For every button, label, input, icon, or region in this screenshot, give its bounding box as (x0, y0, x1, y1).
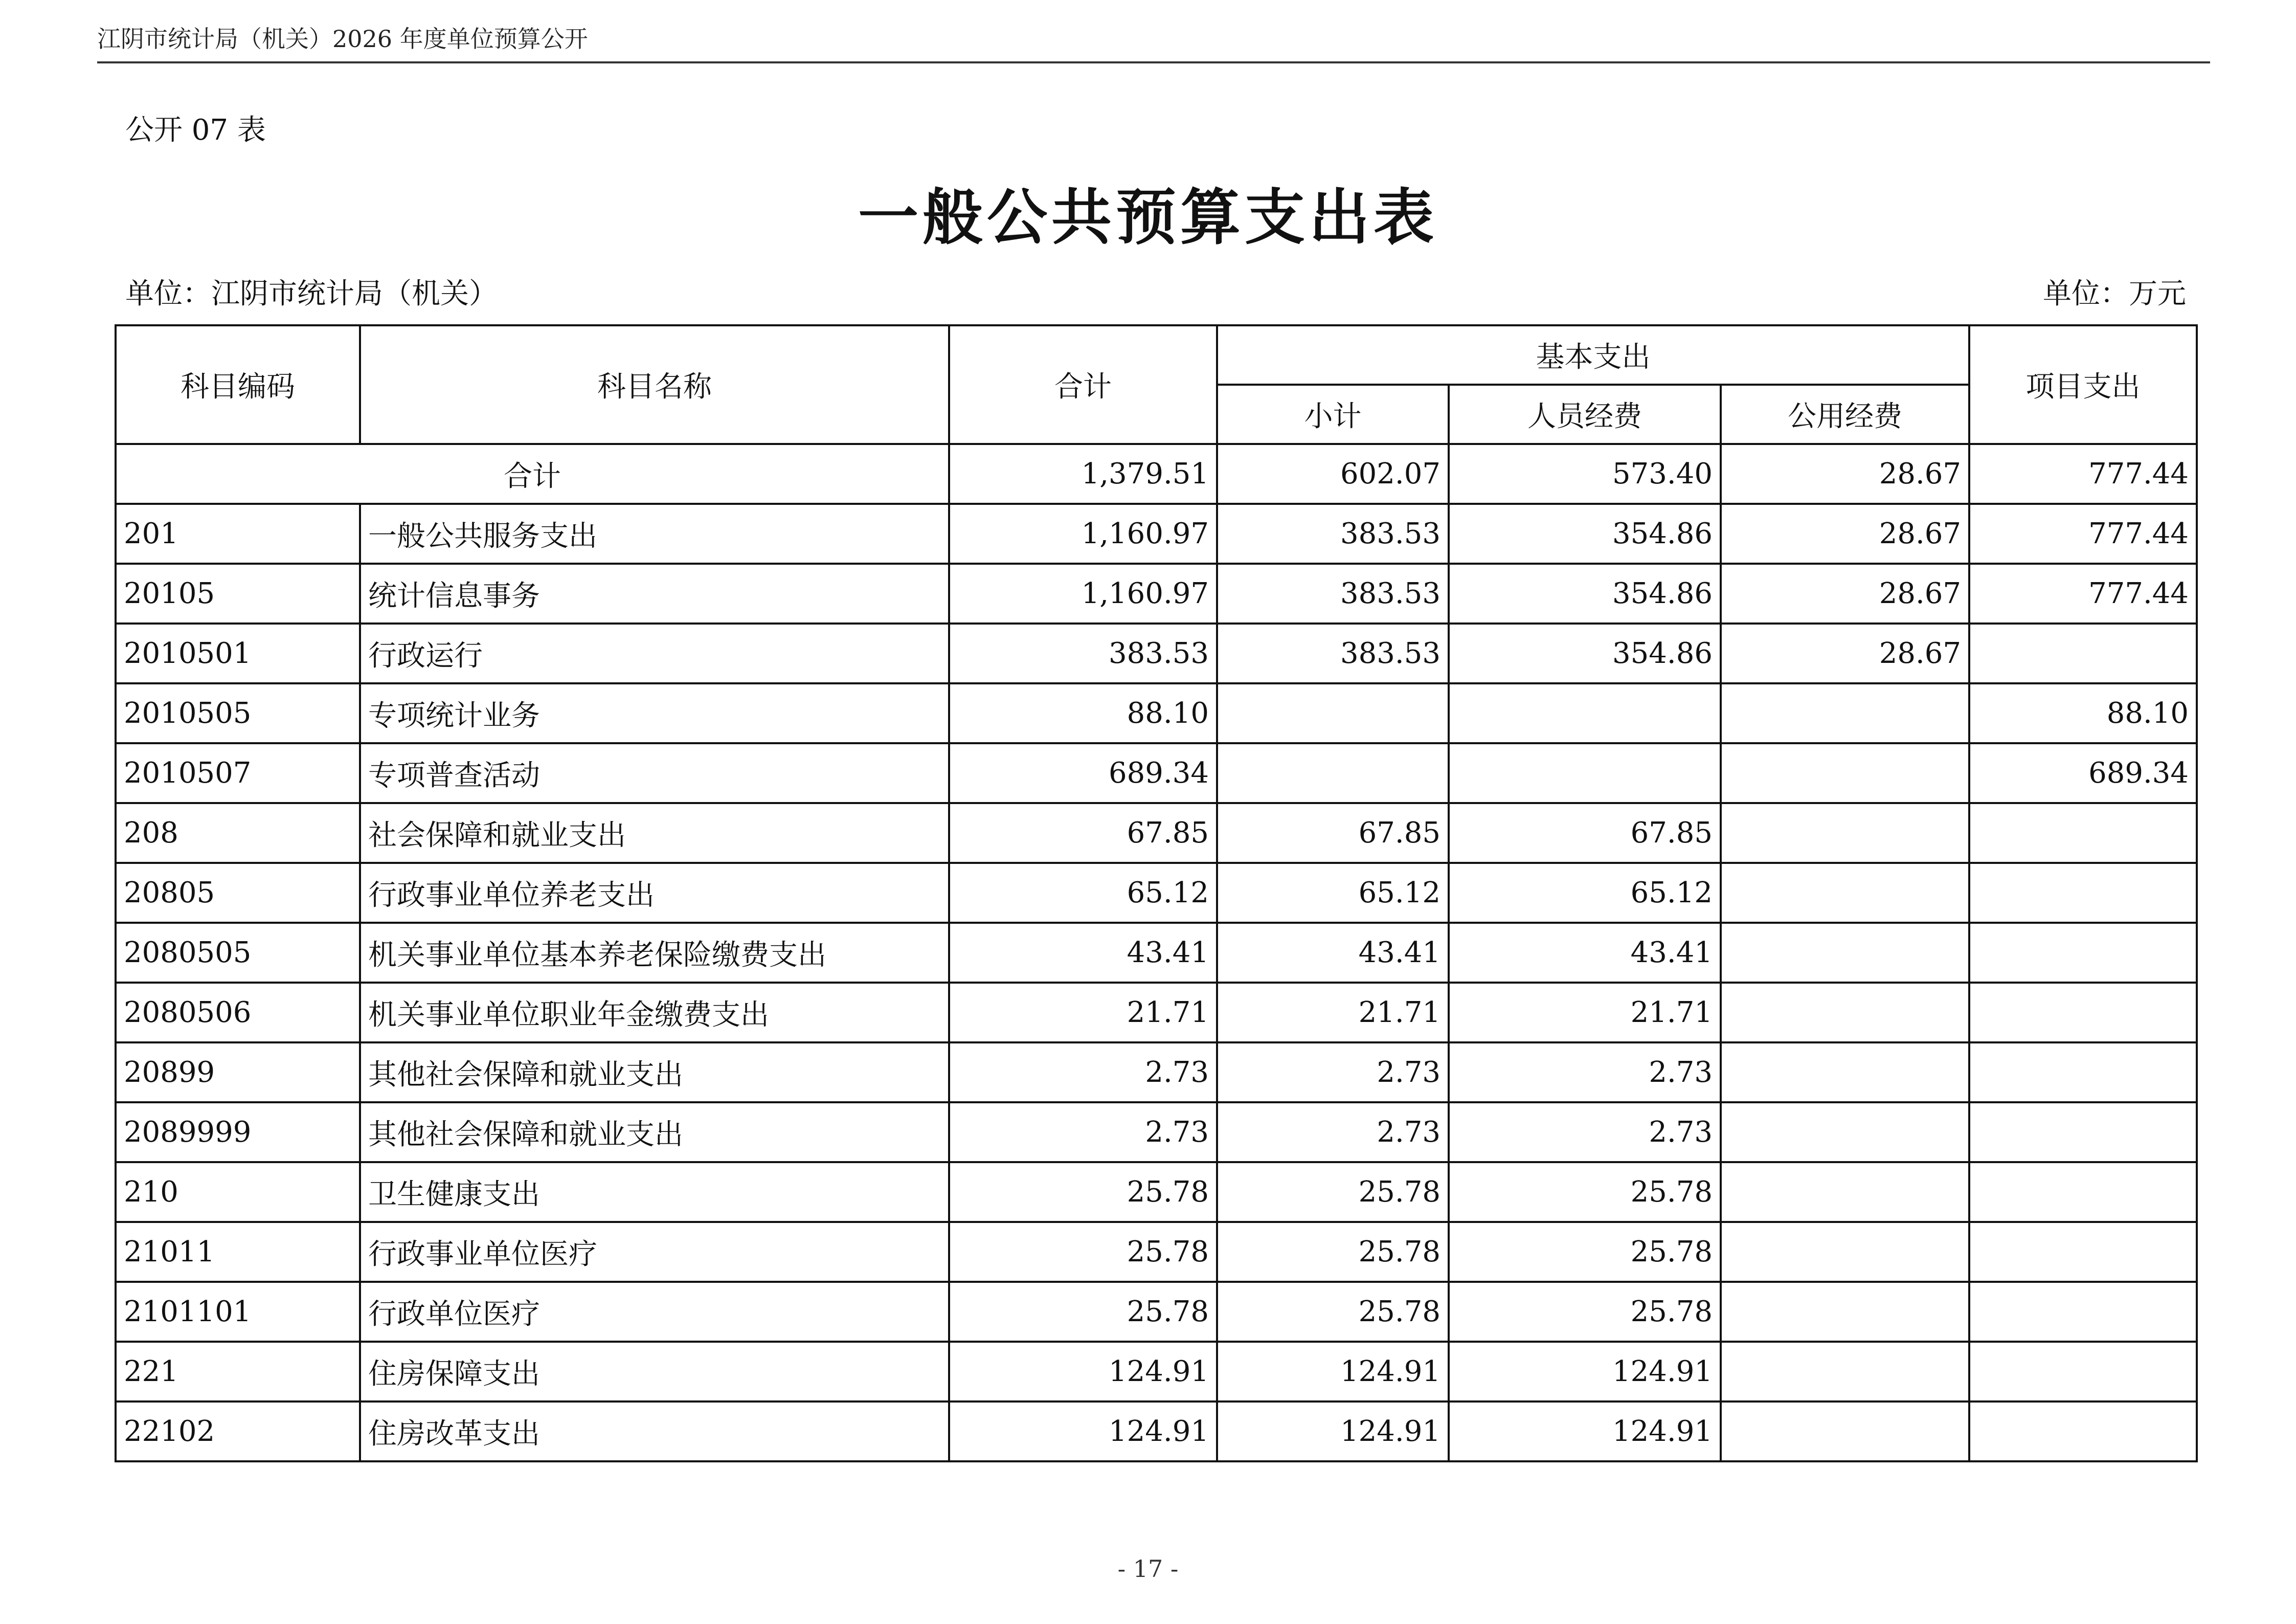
table-row (116, 1342, 2197, 1401)
cell-public (1721, 1102, 1969, 1162)
header-personnel: 人员经费 (1449, 385, 1721, 444)
header-public: 公用经费 (1721, 385, 1969, 444)
cell-personnel: 2.73 (1449, 1042, 1721, 1102)
cell-subtotal: 67.85 (1217, 803, 1449, 863)
cell-subtotal: 2.73 (1217, 1042, 1449, 1102)
header-project: 项目支出 (1969, 325, 2197, 444)
cell-project: 689.34 (1969, 743, 2197, 803)
table-row (116, 683, 2197, 743)
running-header: 江阴市统计局（机关）2026 年度单位预算公开 (97, 25, 588, 53)
table-row (116, 803, 2197, 863)
cell-total: 67.85 (949, 803, 1217, 863)
cell-public (1721, 1342, 1969, 1401)
cell-name: 一般公共服务支出 (360, 504, 949, 564)
cell-project (1969, 624, 2197, 683)
cell-name: 行政运行 (360, 624, 949, 683)
cell-code: 22102 (116, 1401, 360, 1461)
cell-code: 201 (116, 504, 360, 564)
cell-personnel: 43.41 (1449, 923, 1721, 983)
cell-public (1721, 1042, 1969, 1102)
cell-name: 其他社会保障和就业支出 (360, 1102, 949, 1162)
table-row (116, 863, 2197, 923)
table-row (116, 1282, 2197, 1342)
header-subtotal: 小计 (1217, 385, 1449, 444)
total-personnel: 573.40 (1449, 444, 1721, 504)
cell-total: 124.91 (949, 1342, 1217, 1401)
cell-subtotal (1217, 743, 1449, 803)
table-row (116, 1042, 2197, 1102)
total-row (116, 444, 2197, 504)
total-label: 合计 (116, 444, 949, 504)
cell-project: 88.10 (1969, 683, 2197, 743)
cell-name: 住房改革支出 (360, 1401, 949, 1461)
cell-code: 2010501 (116, 624, 360, 683)
cell-project (1969, 1162, 2197, 1222)
cell-subtotal (1217, 683, 1449, 743)
table-row (116, 1222, 2197, 1282)
cell-subtotal: 383.53 (1217, 624, 1449, 683)
cell-subtotal: 383.53 (1217, 564, 1449, 624)
cell-personnel (1449, 743, 1721, 803)
cell-personnel: 2.73 (1449, 1102, 1721, 1162)
total-total: 1,379.51 (949, 444, 1217, 504)
cell-project (1969, 1401, 2197, 1461)
total-public: 28.67 (1721, 444, 1969, 504)
unit-currency: 单位：万元 (2043, 277, 2186, 310)
cell-subtotal: 2.73 (1217, 1102, 1449, 1162)
cell-total: 25.78 (949, 1162, 1217, 1222)
header-code: 科目编码 (116, 325, 360, 444)
cell-code: 208 (116, 803, 360, 863)
cell-public (1721, 983, 1969, 1042)
table-row (116, 923, 2197, 983)
cell-name: 行政事业单位医疗 (360, 1222, 949, 1282)
cell-project (1969, 803, 2197, 863)
cell-personnel: 21.71 (1449, 983, 1721, 1042)
cell-code: 221 (116, 1342, 360, 1401)
cell-code: 20805 (116, 863, 360, 923)
table-number: 公开 07 表 (125, 114, 266, 147)
cell-subtotal: 65.12 (1217, 863, 1449, 923)
cell-total: 689.34 (949, 743, 1217, 803)
table-row (116, 983, 2197, 1042)
cell-total: 1,160.97 (949, 564, 1217, 624)
cell-personnel: 25.78 (1449, 1222, 1721, 1282)
cell-name: 其他社会保障和就业支出 (360, 1042, 949, 1102)
cell-project (1969, 1042, 2197, 1102)
cell-total: 1,160.97 (949, 504, 1217, 564)
cell-project: 777.44 (1969, 504, 2197, 564)
cell-name: 行政事业单位养老支出 (360, 863, 949, 923)
header-rule (97, 61, 2210, 63)
table-row (116, 1401, 2197, 1461)
page-title: 一般公共预算支出表 (858, 182, 1438, 253)
cell-personnel: 354.86 (1449, 504, 1721, 564)
unit-organization: 单位：江阴市统计局（机关） (125, 277, 498, 310)
expenditure-table (115, 324, 2198, 1462)
table-row (116, 743, 2197, 803)
cell-total: 21.71 (949, 983, 1217, 1042)
cell-total: 2.73 (949, 1102, 1217, 1162)
cell-personnel: 65.12 (1449, 863, 1721, 923)
table-row (116, 504, 2197, 564)
cell-code: 210 (116, 1162, 360, 1222)
cell-project (1969, 1342, 2197, 1401)
total-project: 777.44 (1969, 444, 2197, 504)
cell-subtotal: 25.78 (1217, 1162, 1449, 1222)
cell-public (1721, 1162, 1969, 1222)
cell-subtotal: 21.71 (1217, 983, 1449, 1042)
cell-public: 28.67 (1721, 564, 1969, 624)
cell-name: 社会保障和就业支出 (360, 803, 949, 863)
cell-project (1969, 1282, 2197, 1342)
cell-name: 行政单位医疗 (360, 1282, 949, 1342)
cell-personnel: 124.91 (1449, 1401, 1721, 1461)
cell-subtotal: 25.78 (1217, 1222, 1449, 1282)
table-row (116, 564, 2197, 624)
cell-code: 2080505 (116, 923, 360, 983)
cell-public (1721, 683, 1969, 743)
cell-project (1969, 1222, 2197, 1282)
cell-total: 88.10 (949, 683, 1217, 743)
cell-personnel: 354.86 (1449, 564, 1721, 624)
cell-code: 2101101 (116, 1282, 360, 1342)
cell-name: 机关事业单位职业年金缴费支出 (360, 983, 949, 1042)
cell-public (1721, 803, 1969, 863)
cell-name: 卫生健康支出 (360, 1162, 949, 1222)
cell-public (1721, 1282, 1969, 1342)
cell-personnel: 354.86 (1449, 624, 1721, 683)
cell-public (1721, 743, 1969, 803)
cell-project (1969, 983, 2197, 1042)
cell-code: 2010505 (116, 683, 360, 743)
table-row (116, 1102, 2197, 1162)
cell-public (1721, 863, 1969, 923)
cell-total: 124.91 (949, 1401, 1217, 1461)
cell-personnel: 25.78 (1449, 1162, 1721, 1222)
table-row (116, 624, 2197, 683)
header-total: 合计 (949, 325, 1217, 444)
cell-total: 25.78 (949, 1282, 1217, 1342)
cell-subtotal: 124.91 (1217, 1401, 1449, 1461)
table-row (116, 1162, 2197, 1222)
cell-total: 2.73 (949, 1042, 1217, 1102)
cell-name: 专项统计业务 (360, 683, 949, 743)
cell-name: 专项普查活动 (360, 743, 949, 803)
cell-subtotal: 124.91 (1217, 1342, 1449, 1401)
cell-public: 28.67 (1721, 624, 1969, 683)
cell-subtotal: 43.41 (1217, 923, 1449, 983)
cell-name: 机关事业单位基本养老保险缴费支出 (360, 923, 949, 983)
cell-total: 25.78 (949, 1222, 1217, 1282)
cell-project (1969, 863, 2197, 923)
cell-code: 2089999 (116, 1102, 360, 1162)
cell-public (1721, 923, 1969, 983)
cell-total: 43.41 (949, 923, 1217, 983)
cell-personnel: 67.85 (1449, 803, 1721, 863)
cell-project: 777.44 (1969, 564, 2197, 624)
cell-name: 住房保障支出 (360, 1342, 949, 1401)
cell-subtotal: 383.53 (1217, 504, 1449, 564)
cell-total: 65.12 (949, 863, 1217, 923)
cell-project (1969, 923, 2197, 983)
cell-personnel: 25.78 (1449, 1282, 1721, 1342)
cell-code: 21011 (116, 1222, 360, 1282)
cell-public (1721, 1401, 1969, 1461)
cell-project (1969, 1102, 2197, 1162)
cell-code: 20899 (116, 1042, 360, 1102)
total-subtotal: 602.07 (1217, 444, 1449, 504)
cell-name: 统计信息事务 (360, 564, 949, 624)
header-name: 科目名称 (360, 325, 949, 444)
cell-public (1721, 1222, 1969, 1282)
cell-total: 383.53 (949, 624, 1217, 683)
cell-code: 20105 (116, 564, 360, 624)
cell-code: 2010507 (116, 743, 360, 803)
header-basic: 基本支出 (1217, 325, 1969, 385)
cell-public: 28.67 (1721, 504, 1969, 564)
cell-personnel: 124.91 (1449, 1342, 1721, 1401)
cell-subtotal: 25.78 (1217, 1282, 1449, 1342)
page-number: - 17 - (1117, 1555, 1179, 1583)
cell-code: 2080506 (116, 983, 360, 1042)
cell-personnel (1449, 683, 1721, 743)
